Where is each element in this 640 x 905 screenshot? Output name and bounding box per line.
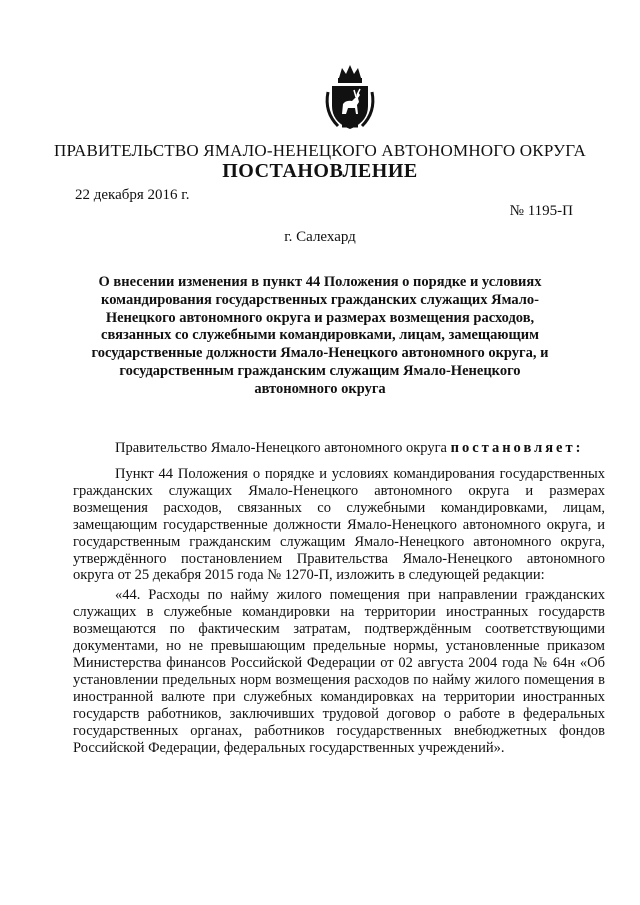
government-title: ПРАВИТЕЛЬСТВО ЯМАЛО-НЕНЕЦКОГО АВТОНОМНОГО ОКРУГА: [54, 141, 586, 160]
document-number: № 1195-П: [509, 203, 573, 219]
document-type: ПОСТАНОВЛЕНИЕ: [222, 160, 418, 182]
preamble-text: Правительство Ямало-Ненецкого автономного округа: [115, 440, 447, 456]
document-city: г. Салехард: [284, 229, 356, 245]
body-paragraph: Пункт 44 Положения о порядке и условиях командирования государственных гражданских служащих Ямало-Ненецкого автономного округа и размерах возмещения расходов, связанных со служебными командировками, лицам, замещающим государственные должности Ямало-Ненецкого автономного округа, и государственным гражданским служащим Ямало-Ненецкого автономного округа, утверждённого постановлением Правительства Ямало-Ненецкого автономного округа от 25 декабря 2015 года № 1270-П, изложить в следующей редакции:: [73, 466, 605, 584]
body-paragraph: «44. Расходы по найму жилого помещения при направлении гражданских служащих в служебные командировки на территории иностранных государств возмещаются по фактическим затратам, подтверждённым соответствующими документами, но не превышающим предельные нормы, установленные приказом Министерства финансов Российской Федерации от 02 августа 2004 года № 64н «Об установлении предельных норм возмещения расходов по найму жилого помещения в иностранной валюте при служебных командировках на территории иностранных государств работников, заключивших трудовой договор о работе в федеральных государственных органах, работников государственных внебюджетных фондов Российской Федерации, федеральных государственных учреждений».: [73, 587, 605, 756]
document-body: [73, 466, 605, 759]
document-heading: О внесении изменения в пункт 44 Положения о порядке и условиях командирования государственных гражданских служащих Ямало-Ненецкого автономного округа и размерах возмещения расходов, связанных со служебными командировками, лицам, замещающим государственные должности Ямало-Ненецкого автономного округа, и государственным гражданским служащим Ямало-Ненецкого автономного округа: [91, 274, 549, 397]
preamble-verb: постановляет:: [450, 440, 584, 456]
coat-of-arms-icon: [322, 62, 378, 132]
preamble: [115, 440, 605, 457]
document-date: 22 декабря 2016 г.: [75, 187, 190, 203]
